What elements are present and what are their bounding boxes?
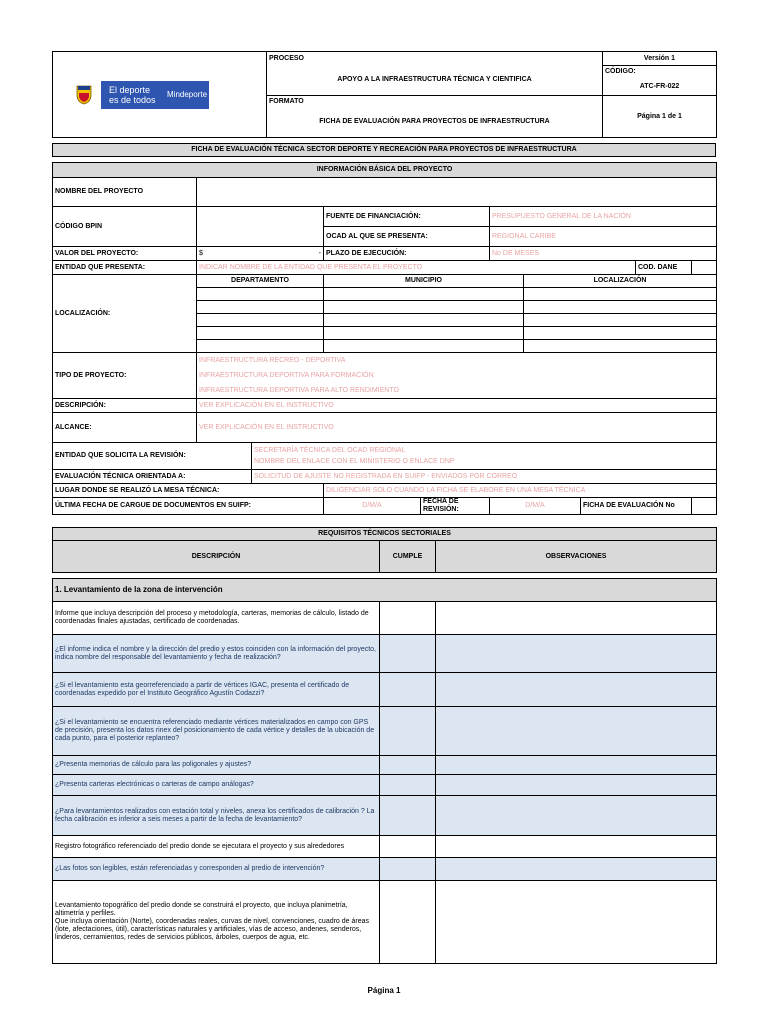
descripcion-value[interactable]: VER EXPLICACIÓN EN EL INSTRUCTIVO xyxy=(197,399,717,413)
nombre-proyecto-label: NOMBRE DEL PROYECTO xyxy=(53,178,197,207)
descripcion-label: DESCRIPCIÓN: xyxy=(53,399,197,413)
dane-label: COD. DANE xyxy=(636,261,692,275)
requisito-observaciones[interactable] xyxy=(436,775,717,796)
valor-dash: - xyxy=(318,249,321,257)
tipo-option[interactable]: INFRAESTRUCTURA RECREO - DEPORTIVA xyxy=(199,357,346,364)
departamento-cell[interactable] xyxy=(197,288,324,301)
tipo-proyecto-options[interactable] xyxy=(197,353,717,399)
dane-field[interactable] xyxy=(692,261,717,275)
solicita-value-1: SECRETARÍA TÉCNICA DEL OCAD REGIONAL xyxy=(254,447,406,454)
requisito-cumple[interactable] xyxy=(380,858,436,881)
solicita-label: ENTIDAD QUE SOLICITA LA REVISIÓN: xyxy=(53,443,252,470)
col-observaciones: OBSERVACIONES xyxy=(436,541,717,573)
requisito-observaciones[interactable] xyxy=(436,836,717,858)
entidad-label: ENTIDAD QUE PRESENTA: xyxy=(53,261,197,275)
plazo-label: PLAZO DE EJECUCIÓN: xyxy=(324,247,490,261)
plazo-value[interactable]: No DE MESES xyxy=(490,247,717,261)
departamento-cell[interactable] xyxy=(197,314,324,327)
col-descripcion: DESCRIPCIÓN xyxy=(53,541,380,573)
localizacion-cell[interactable] xyxy=(524,340,717,353)
requisito-descripcion: ¿Presenta carteras electrónicas o carteras de campo análogas? xyxy=(53,775,380,796)
document-header xyxy=(52,51,717,138)
valor-field[interactable] xyxy=(197,247,324,261)
requisito-observaciones[interactable] xyxy=(436,881,717,964)
municipio-cell[interactable] xyxy=(324,340,524,353)
ultima-fecha-value[interactable]: D/M/A xyxy=(324,498,421,515)
requisito-descripcion: ¿Las fotos son legibles, están referenciadas y corresponden al predio de intervención? xyxy=(53,858,380,881)
requisito-observaciones[interactable] xyxy=(436,756,717,775)
ultima-fecha-label: ÚLTIMA FECHA DE CARGUE DE DOCUMENTOS EN SUIFP: xyxy=(53,498,324,515)
colombia-shield-icon xyxy=(75,83,93,105)
municipio-cell[interactable] xyxy=(324,327,524,340)
requisitos-table xyxy=(52,527,717,964)
valor-currency: $ xyxy=(199,249,203,257)
evaluacion-value[interactable]: SOLICITUD DE AJUSTE NO REGISTRADA EN SUIFP - ENVIADOS POR CORREO xyxy=(252,470,717,484)
evaluacion-label: EVALUACIÓN TÉCNICA ORIENTADA A: xyxy=(53,470,252,484)
fuente-value[interactable]: PRESUPUESTO GENERAL DE LA NACIÓN xyxy=(490,207,717,227)
requisito-descripcion: ¿Presenta memorias de cálculo para las poligonales y ajustes? xyxy=(53,756,380,775)
requisito-cumple[interactable] xyxy=(380,602,436,635)
ficha-no-field[interactable] xyxy=(692,498,717,515)
col-localizacion: LOCALIZACIÓN xyxy=(524,275,717,288)
tipo-proyecto-label: TIPO DE PROYECTO: xyxy=(53,353,197,399)
requisito-observaciones[interactable] xyxy=(436,796,717,836)
requisito-cumple[interactable] xyxy=(380,707,436,756)
codigo-cell xyxy=(603,66,717,96)
basic-info-title: INFORMACIÓN BÁSICA DEL PROYECTO xyxy=(53,163,717,178)
subsection-title: 1. Levantamiento de la zona de intervención xyxy=(53,579,717,602)
logo-cell xyxy=(53,52,267,138)
alcance-label: ALCANCE: xyxy=(53,413,197,443)
requisito-cumple[interactable] xyxy=(380,635,436,673)
departamento-cell[interactable] xyxy=(197,327,324,340)
ficha-no-label: FICHA DE EVALUACIÓN No xyxy=(581,498,692,515)
entidad-value[interactable]: INDICAR NOMBRE DE LA ENTIDAD QUE PRESENTA EL PROYECTO xyxy=(197,261,636,275)
proceso-label: PROCESO xyxy=(267,52,603,66)
revision-label: FECHA DE REVISIÓN: xyxy=(421,498,490,515)
requisito-cumple[interactable] xyxy=(380,673,436,707)
basic-info-table xyxy=(52,162,717,515)
bpin-field[interactable] xyxy=(197,207,324,247)
municipio-cell[interactable] xyxy=(324,301,524,314)
requisito-observaciones[interactable] xyxy=(436,707,717,756)
requisito-descripcion: ¿Si el levantamiento se encuentra referenciado mediante vértices materializados en campo con GPS de precisión, presenta los datos rinex del posicionamiento de cada vértice y detalles de la ubicación de cada punto, para el posterior replanteo? xyxy=(53,707,380,756)
requisito-observaciones[interactable] xyxy=(436,635,717,673)
requisito-descripcion: ¿El informe indica el nombre y la dirección del predio y estos coinciden con la información del proyecto, indica nombre del responsable del levantamiento y fecha de realización? xyxy=(53,635,380,673)
municipio-cell[interactable] xyxy=(324,314,524,327)
ocad-value[interactable]: REGIONAL CARIBE xyxy=(490,227,717,247)
valor-label: VALOR DEL PROYECTO: xyxy=(53,247,197,261)
logo-slogan-line2: es de todos xyxy=(109,94,156,105)
col-cumple: CUMPLE xyxy=(380,541,436,573)
requisito-descripcion: ¿Para levantamientos realizados con estación total y niveles, anexa los certificados de calibración ? La fecha calibración es inferior a seis meses a partir de la fecha de levantamiento? xyxy=(53,796,380,836)
solicita-value[interactable] xyxy=(252,443,717,470)
requisito-observaciones[interactable] xyxy=(436,858,717,881)
ocad-label: OCAD AL QUE SE PRESENTA: xyxy=(324,227,490,247)
localizacion-cell[interactable] xyxy=(524,288,717,301)
pagina-label: Página 1 de 1 xyxy=(603,96,717,138)
version-label: Versión 1 xyxy=(603,52,717,66)
formato-value: FICHA DE EVALUACIÓN PARA PROYECTOS DE INFRAESTRUCTURA xyxy=(267,108,603,138)
departamento-cell[interactable] xyxy=(197,340,324,353)
codigo-label: CÓDIGO: xyxy=(605,68,636,75)
formato-label: FORMATO xyxy=(267,96,603,108)
revision-value[interactable]: D/M/A xyxy=(490,498,581,515)
localizacion-label: LOCALIZACIÓN: xyxy=(53,275,197,353)
logo-mindeporte: Mindeporte xyxy=(167,89,208,99)
form-title: FICHA DE EVALUACIÓN TÉCNICA SECTOR DEPORTE Y RECREACIÓN PARA PROYECTOS DE INFRAESTRUCTURA xyxy=(52,143,716,157)
departamento-cell[interactable] xyxy=(197,301,324,314)
requisito-cumple[interactable] xyxy=(380,756,436,775)
localizacion-cell[interactable] xyxy=(524,314,717,327)
logo-brand-block xyxy=(101,81,209,109)
requisito-cumple[interactable] xyxy=(380,775,436,796)
alcance-value[interactable]: VER EXPLICACIÓN EN EL INSTRUCTIVO xyxy=(197,413,717,443)
requisito-descripcion: Informe que incluya descripción del proceso y metodología, carteras, memorias de cálculo, listado de coordenadas finales ajustadas, certificado de coordenadas. xyxy=(53,602,380,635)
requisito-descripcion: Registro fotográfico referenciado del predio donde se ejecutara el proyecto y sus alrededores xyxy=(53,836,380,858)
municipio-cell[interactable] xyxy=(324,288,524,301)
fuente-label: FUENTE DE FINANCIACIÓN: xyxy=(324,207,490,227)
requisito-cumple[interactable] xyxy=(380,881,436,964)
requisito-descripcion: Levantamiento topográfico del predio donde se construirá el proyecto, que incluya planimetría, altimetría y perfiles. Que incluya orientación (Norte), coordenadas reales, curvas de nivel, convenciones, cuadro de áreas (lote, afectaciones, útil), características naturales y artificiales, vías de acceso, andenes, senderos, linderos, cerramientos, redes de servicios públicos, árboles, cuerpos de agua, etc. xyxy=(53,881,380,964)
codigo-value: ATC-FR-022 xyxy=(639,83,680,90)
logo-slogan-line1: El deporte xyxy=(109,84,151,95)
requisitos-title: REQUISITOS TÉCNICOS SECTORIALES xyxy=(53,528,717,541)
localizacion-cell[interactable] xyxy=(524,327,717,340)
requisito-cumple[interactable] xyxy=(380,836,436,858)
col-municipio: MUNICIPIO xyxy=(324,275,524,288)
requisito-descripcion: ¿Si el levantamiento esta georreferenciado a partir de vértices IGAC, presenta el certificado de coordenadas expedido por el Instituto Geográfico Agustín Codazzi? xyxy=(53,673,380,707)
requisito-observaciones[interactable] xyxy=(436,673,717,707)
proceso-value: APOYO A LA INFRAESTRUCTURA TÉCNICA Y CIENTIFICA xyxy=(267,66,603,96)
tipo-option[interactable]: INFRAESTRUCTURA DEPORTIVA PARA ALTO RENDIMIENTO xyxy=(199,387,399,394)
col-departamento: DEPARTAMENTO xyxy=(197,275,324,288)
requisito-observaciones[interactable] xyxy=(436,602,717,635)
lugar-value[interactable]: DILIGENCIAR SOLO CUANDO LA FICHA SE ELABORE EN UNA MESA TÉCNICA xyxy=(324,484,717,498)
bpin-label: CÓDIGO BPIN xyxy=(53,207,197,247)
localizacion-cell[interactable] xyxy=(524,301,717,314)
page-footer: Página 1 xyxy=(367,986,401,995)
tipo-option[interactable]: INFRAESTRUCTURA DEPORTIVA PARA FORMACIÓN xyxy=(199,372,374,379)
nombre-proyecto-field[interactable] xyxy=(197,178,717,207)
lugar-label: LUGAR DONDE SE REALIZÓ LA MESA TÉCNICA: xyxy=(53,484,324,498)
requisito-cumple[interactable] xyxy=(380,796,436,836)
solicita-value-2: NOMBRE DEL ENLACE CON EL MINISTERIO O ENLACE DNP xyxy=(254,458,455,465)
